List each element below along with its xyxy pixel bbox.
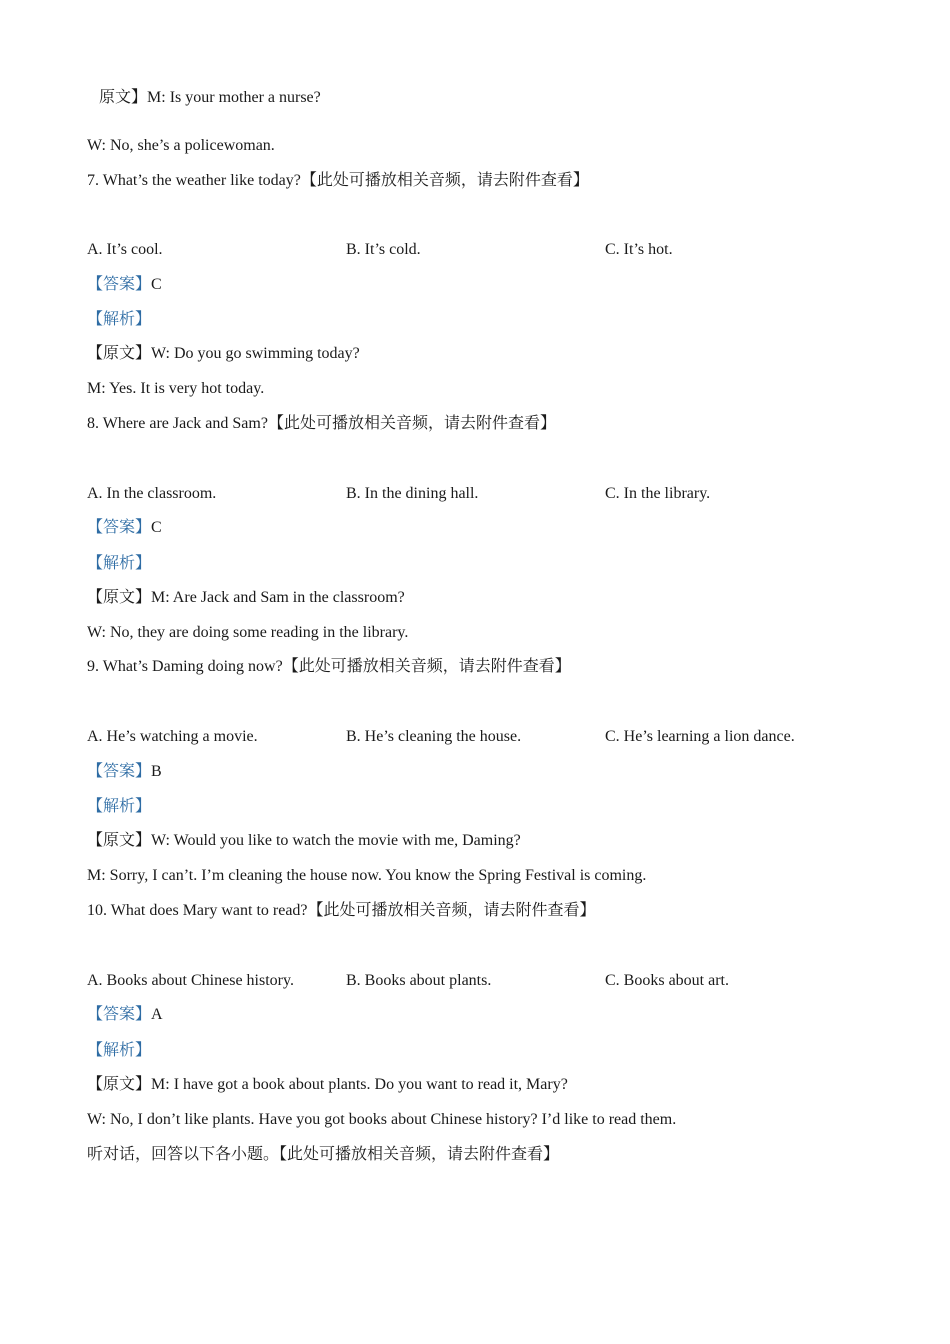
question-9: 9. What’s Daming doing now?【此处可播放相关音频，请去附件查看】 bbox=[87, 658, 571, 675]
transcript-line: W: No, they are doing some reading in the library. bbox=[87, 624, 409, 641]
answer-line bbox=[87, 1005, 163, 1025]
transcript-line: M: Yes. It is very hot today. bbox=[87, 380, 265, 397]
answer-tag: 【答案】 bbox=[87, 519, 152, 536]
transcript-line: 【原文】W: Would you like to watch the movie with me, Daming? bbox=[87, 832, 521, 849]
question-8: 8. Where are Jack and Sam?【此处可播放相关音频，请去附件查看】 bbox=[87, 415, 556, 432]
original-tag: 【原文】 bbox=[87, 589, 152, 606]
answer-value: C bbox=[151, 519, 162, 536]
option-b: B. Books about plants. bbox=[346, 972, 492, 989]
section-instruction: 听对话，回答以下各小题。【此处可播放相关音频，请去附件查看】 bbox=[87, 1146, 560, 1163]
question-10: 10. What does Mary want to read?【此处可播放相关音频，请去附件查看】 bbox=[87, 902, 596, 919]
option-b: B. In the dining hall. bbox=[346, 485, 479, 502]
option-b: B. It’s cold. bbox=[346, 241, 421, 258]
answer-tag: 【答案】 bbox=[87, 276, 152, 293]
analysis-tag: 【解析】 bbox=[87, 798, 152, 815]
original-tag: 【原文】 bbox=[87, 1076, 152, 1093]
question-7: 7. What’s the weather like today?【此处可播放相关音频，请去附件查看】 bbox=[87, 172, 589, 189]
transcript-line: 【原文】W: Do you go swimming today? bbox=[87, 345, 360, 362]
option-a: A. He’s watching a movie. bbox=[87, 728, 258, 745]
transcript-line: 原文】M: Is your mother a nurse? bbox=[99, 89, 321, 106]
answer-value: C bbox=[151, 276, 162, 293]
transcript-line: 【原文】M: Are Jack and Sam in the classroom? bbox=[87, 589, 405, 606]
option-c: C. He’s learning a lion dance. bbox=[605, 728, 795, 745]
answer-line bbox=[87, 275, 162, 295]
transcript-line: M: Sorry, I can’t. I’m cleaning the house now. You know the Spring Festival is coming. bbox=[87, 867, 647, 884]
option-c: C. In the library. bbox=[605, 485, 711, 502]
audio-note: 【此处可播放相关音频，请去附件查看】 bbox=[282, 658, 571, 675]
transcript-line: 【原文】M: I have got a book about plants. Do you want to read it, Mary? bbox=[87, 1076, 568, 1093]
option-a: A. It’s cool. bbox=[87, 241, 163, 258]
transcript-line: W: No, I don’t like plants. Have you got books about Chinese history? I’d like to read them. bbox=[87, 1111, 677, 1128]
analysis-tag: 【解析】 bbox=[87, 311, 152, 328]
answer-line bbox=[87, 762, 162, 782]
original-tag: 【原文】 bbox=[87, 345, 152, 362]
answer-value: A bbox=[151, 1006, 163, 1023]
original-tag: 原文】 bbox=[99, 89, 148, 106]
option-a: A. In the classroom. bbox=[87, 485, 217, 502]
option-b: B. He’s cleaning the house. bbox=[346, 728, 522, 745]
answer-line bbox=[87, 518, 162, 538]
option-c: C. It’s hot. bbox=[605, 241, 673, 258]
audio-note: 【此处可播放相关音频，请去附件查看】 bbox=[279, 1146, 560, 1163]
answer-tag: 【答案】 bbox=[87, 763, 152, 780]
audio-note: 【此处可播放相关音频，请去附件查看】 bbox=[300, 172, 589, 189]
option-a: A. Books about Chinese history. bbox=[87, 972, 294, 989]
original-tag: 【原文】 bbox=[87, 832, 152, 849]
audio-note: 【此处可播放相关音频，请去附件查看】 bbox=[267, 415, 556, 432]
audio-note: 【此处可播放相关音频，请去附件查看】 bbox=[307, 902, 596, 919]
analysis-tag: 【解析】 bbox=[87, 1042, 152, 1059]
answer-tag: 【答案】 bbox=[87, 1006, 152, 1023]
option-c: C. Books about art. bbox=[605, 972, 729, 989]
transcript-line: W: No, she’s a policewoman. bbox=[87, 137, 275, 154]
analysis-tag: 【解析】 bbox=[87, 555, 152, 572]
answer-value: B bbox=[151, 763, 162, 780]
